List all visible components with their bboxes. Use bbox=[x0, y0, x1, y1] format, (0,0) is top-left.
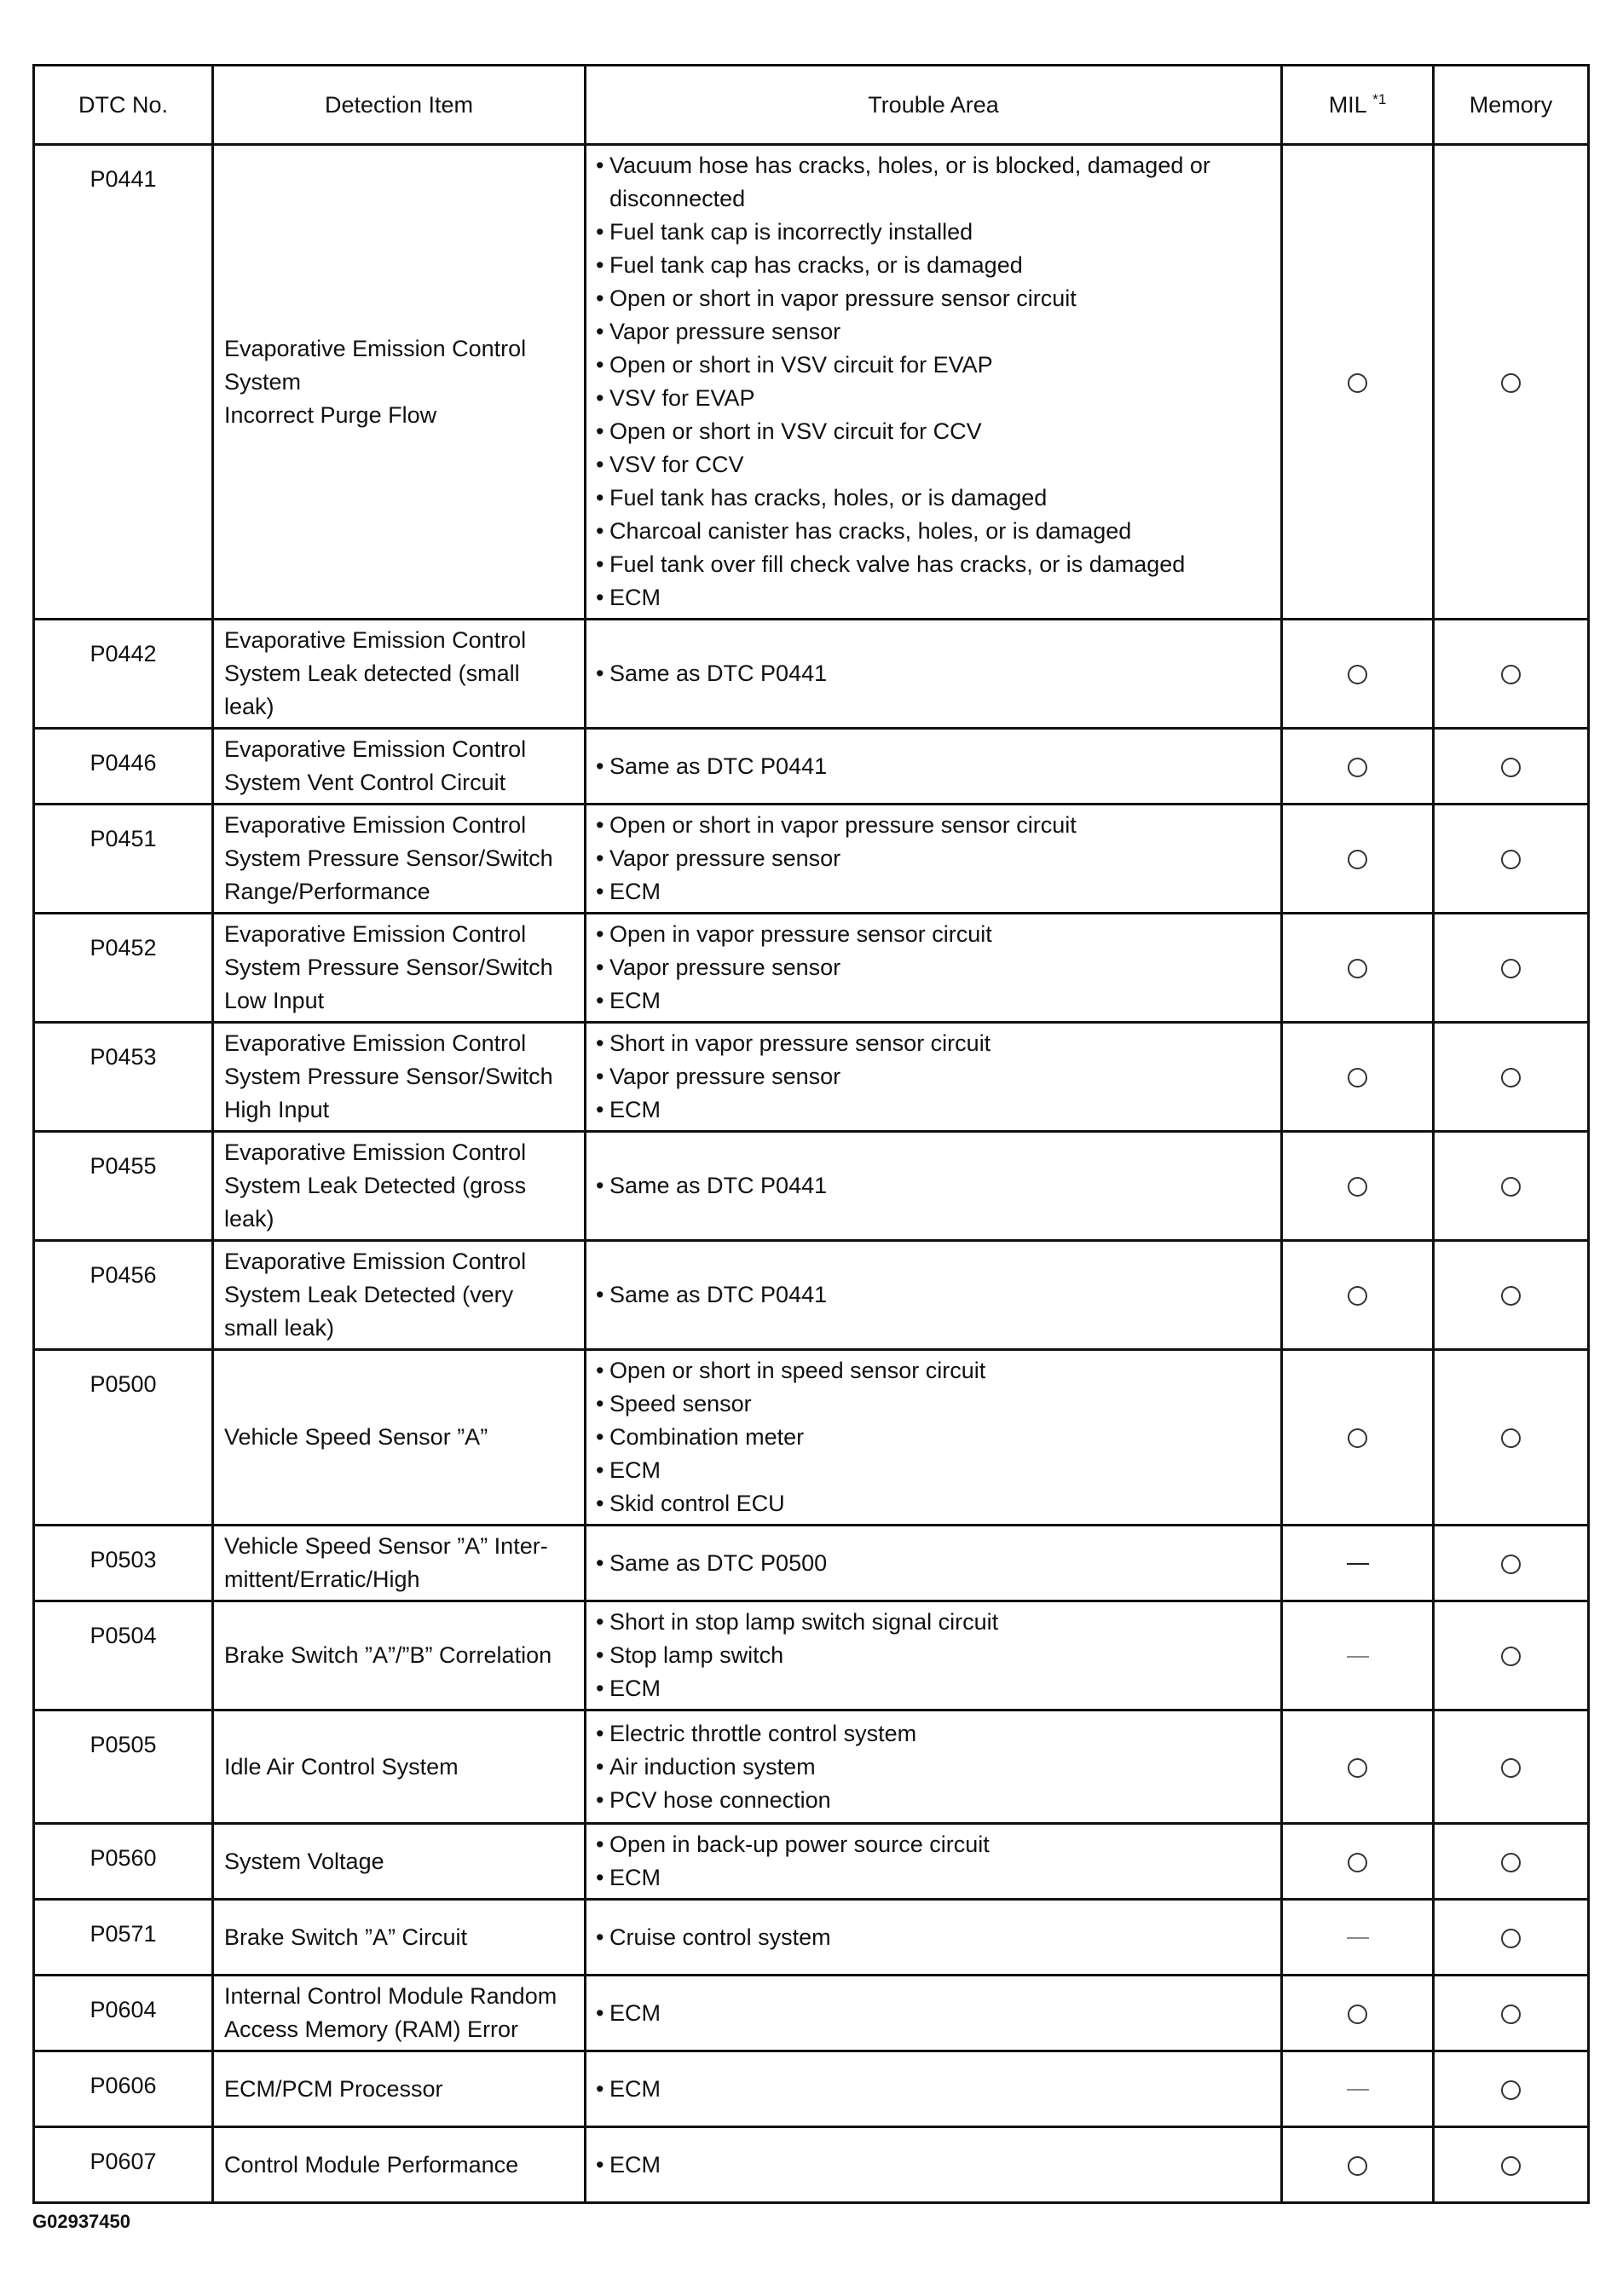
figure-id: G02937450 bbox=[32, 2211, 130, 2232]
trouble-area-item: • Open or short in vapor pressure sensor circuit bbox=[595, 809, 1270, 842]
trouble-area-item: • Vapor pressure sensor bbox=[595, 315, 1270, 349]
header-mil-footnote: *1 bbox=[1372, 90, 1387, 107]
trouble-area-item: • Fuel tank cap is incorrectly installed bbox=[595, 216, 1270, 249]
trouble-area-list bbox=[595, 149, 1270, 614]
detection-item-line: Low Input bbox=[224, 988, 325, 1013]
trouble-area-list bbox=[595, 918, 1270, 1018]
dtc-code: P0504 bbox=[34, 1601, 213, 1710]
mil-dash-icon bbox=[1347, 2089, 1369, 2091]
trouble-area-list bbox=[595, 1547, 1270, 1580]
dtc-code: P0606 bbox=[34, 2051, 213, 2127]
trouble-area-item: • Electric throttle control system bbox=[595, 1717, 1270, 1751]
table-row bbox=[34, 805, 1589, 914]
trouble-area-item: • Cruise control system bbox=[595, 1921, 1270, 1954]
trouble-area-item: • Speed sensor bbox=[595, 1387, 1270, 1421]
trouble-area-item: • ECM bbox=[595, 2149, 1270, 2182]
trouble-area-item: • Combination meter bbox=[595, 1421, 1270, 1454]
memory-circle-icon bbox=[1501, 1929, 1521, 1948]
dtc-code: P0607 bbox=[34, 2127, 213, 2203]
mil-circle-icon bbox=[1348, 1177, 1367, 1197]
trouble-area-item: • Air induction system bbox=[595, 1751, 1270, 1784]
trouble-area-item: • Vapor pressure sensor bbox=[595, 951, 1270, 984]
detection-item bbox=[213, 1601, 586, 1710]
dtc-code: P0505 bbox=[34, 1710, 213, 1824]
trouble-area-item: • Vacuum hose has cracks, holes, or is blocked, damaged or disconnected bbox=[595, 149, 1270, 216]
trouble-area-list bbox=[595, 1921, 1270, 1954]
detection-item bbox=[213, 2127, 586, 2203]
memory-circle-icon bbox=[1501, 2080, 1521, 2100]
trouble-area bbox=[586, 805, 1282, 914]
trouble-area-item: • Vapor pressure sensor bbox=[595, 842, 1270, 875]
memory-cell bbox=[1434, 914, 1589, 1023]
memory-cell bbox=[1434, 1900, 1589, 1976]
memory-circle-icon bbox=[1501, 1853, 1521, 1872]
dtc-table bbox=[32, 64, 1590, 2204]
trouble-area-list bbox=[595, 1278, 1270, 1312]
detection-item-line: System bbox=[224, 368, 302, 395]
memory-cell bbox=[1434, 729, 1589, 805]
mil-circle-icon bbox=[1348, 1428, 1367, 1448]
memory-cell bbox=[1434, 1241, 1589, 1350]
trouble-area bbox=[586, 914, 1282, 1023]
mil-circle-icon bbox=[1348, 2005, 1367, 2024]
trouble-area-list bbox=[595, 1354, 1270, 1520]
detection-item bbox=[213, 729, 586, 805]
detection-item bbox=[213, 1900, 586, 1976]
trouble-area-item: • Fuel tank cap has cracks, or is damaged bbox=[595, 249, 1270, 282]
header-dtc-no: DTC No. bbox=[34, 66, 213, 145]
trouble-area-item: • ECM bbox=[595, 1861, 1270, 1895]
detection-item-line: System Leak Detected (gross bbox=[224, 1173, 527, 1198]
detection-item bbox=[213, 1132, 586, 1241]
memory-cell bbox=[1434, 2127, 1589, 2203]
trouble-area-item: • VSV for EVAP bbox=[595, 382, 1270, 415]
mil-circle-icon bbox=[1348, 850, 1367, 869]
trouble-area-item: • Open or short in speed sensor circuit bbox=[595, 1354, 1270, 1387]
detection-item bbox=[213, 1241, 586, 1350]
trouble-area bbox=[586, 1526, 1282, 1601]
detection-item bbox=[213, 1976, 586, 2051]
detection-item-line: Evaporative Emission Control bbox=[224, 627, 527, 653]
table-row bbox=[34, 1824, 1589, 1900]
trouble-area-item: • Same as DTC P0441 bbox=[595, 657, 1270, 690]
memory-cell bbox=[1434, 1132, 1589, 1241]
table-row bbox=[34, 1601, 1589, 1710]
detection-item-line: Evaporative Emission Control bbox=[224, 812, 527, 838]
header-detection-item: Detection Item bbox=[213, 66, 586, 145]
table-row bbox=[34, 1976, 1589, 2051]
detection-item-line: Internal Control Module Random bbox=[224, 1983, 557, 2009]
dtc-code: P0442 bbox=[34, 620, 213, 729]
dtc-code: P0455 bbox=[34, 1132, 213, 1241]
trouble-area-item: • Fuel tank over fill check valve has cracks, or is damaged bbox=[595, 548, 1270, 581]
trouble-area bbox=[586, 1824, 1282, 1900]
memory-circle-icon bbox=[1501, 1068, 1521, 1087]
detection-item-line: System Pressure Sensor/Switch bbox=[224, 1064, 553, 1089]
detection-item bbox=[213, 1350, 586, 1526]
trouble-area-item: • ECM bbox=[595, 1454, 1270, 1487]
trouble-area-item: • ECM bbox=[595, 1672, 1270, 1705]
mil-circle-icon bbox=[1348, 665, 1367, 684]
memory-cell bbox=[1434, 1824, 1589, 1900]
trouble-area-item: • ECM bbox=[595, 1093, 1270, 1127]
detection-item-line: Vehicle Speed Sensor ”A” Inter- bbox=[224, 1533, 548, 1559]
trouble-area bbox=[586, 2051, 1282, 2127]
dtc-code: P0453 bbox=[34, 1023, 213, 1132]
detection-item bbox=[213, 1023, 586, 1132]
memory-circle-icon bbox=[1501, 1286, 1521, 1306]
mil-circle-icon bbox=[1348, 373, 1367, 393]
mil-cell bbox=[1282, 1900, 1434, 1976]
trouble-area bbox=[586, 1710, 1282, 1824]
trouble-area-item: • Short in stop lamp switch signal circuit bbox=[595, 1606, 1270, 1639]
detection-item-line: Incorrect Purge Flow bbox=[224, 401, 437, 428]
memory-cell bbox=[1434, 1023, 1589, 1132]
header-trouble-area: Trouble Area bbox=[586, 66, 1282, 145]
memory-circle-icon bbox=[1501, 665, 1521, 684]
trouble-area-item: • ECM bbox=[595, 581, 1270, 614]
detection-item bbox=[213, 620, 586, 729]
trouble-area-item: • Same as DTC P0441 bbox=[595, 1169, 1270, 1203]
table-row bbox=[34, 2127, 1589, 2203]
memory-circle-icon bbox=[1501, 2005, 1521, 2024]
detection-item-line: Brake Switch ”A” Circuit bbox=[224, 1924, 468, 1950]
detection-item-line: ECM/PCM Processor bbox=[224, 2075, 443, 2102]
detection-item-line: Vehicle Speed Sensor ”A” bbox=[224, 1424, 488, 1450]
mil-dash-icon bbox=[1347, 1656, 1369, 1658]
detection-item bbox=[213, 1526, 586, 1601]
trouble-area-item: • ECM bbox=[595, 984, 1270, 1018]
memory-circle-icon bbox=[1501, 758, 1521, 777]
trouble-area bbox=[586, 145, 1282, 620]
memory-cell bbox=[1434, 1601, 1589, 1710]
trouble-area-item: • ECM bbox=[595, 1997, 1270, 2030]
dtc-code: P0456 bbox=[34, 1241, 213, 1350]
mil-circle-icon bbox=[1348, 2156, 1367, 2176]
detection-item-line: Evaporative Emission Control bbox=[224, 1030, 527, 1056]
detection-item bbox=[213, 145, 586, 620]
trouble-area-list bbox=[595, 1717, 1270, 1817]
detection-item-line: System Leak Detected (very bbox=[224, 1282, 514, 1307]
trouble-area bbox=[586, 1900, 1282, 1976]
trouble-area-item: • Same as DTC P0441 bbox=[595, 750, 1270, 783]
mil-cell bbox=[1282, 1601, 1434, 1710]
detection-item-line: Evaporative Emission Control bbox=[224, 335, 527, 361]
detection-item-line: mittent/Erratic/High bbox=[224, 1566, 420, 1592]
trouble-area-item: • Fuel tank has cracks, holes, or is damaged bbox=[595, 482, 1270, 515]
mil-cell bbox=[1282, 729, 1434, 805]
detection-item-line: Evaporative Emission Control bbox=[224, 1139, 527, 1165]
memory-cell bbox=[1434, 1526, 1589, 1601]
trouble-area-item: • Open or short in VSV circuit for EVAP bbox=[595, 349, 1270, 382]
trouble-area-item: • Same as DTC P0500 bbox=[595, 1547, 1270, 1580]
trouble-area-list bbox=[595, 2149, 1270, 2182]
trouble-area-list bbox=[595, 750, 1270, 783]
detection-item bbox=[213, 1824, 586, 1900]
mil-cell bbox=[1282, 1132, 1434, 1241]
trouble-area-list bbox=[595, 657, 1270, 690]
memory-circle-icon bbox=[1501, 2156, 1521, 2176]
trouble-area-item: • VSV for CCV bbox=[595, 448, 1270, 482]
header-mil-label: MIL bbox=[1328, 91, 1366, 118]
trouble-area-list bbox=[595, 1828, 1270, 1895]
mil-circle-icon bbox=[1348, 1758, 1367, 1778]
header-memory: Memory bbox=[1434, 66, 1589, 145]
memory-cell bbox=[1434, 1976, 1589, 2051]
trouble-area bbox=[586, 1976, 1282, 2051]
table-row bbox=[34, 620, 1589, 729]
table-row bbox=[34, 1710, 1589, 1824]
memory-circle-icon bbox=[1501, 850, 1521, 869]
trouble-area bbox=[586, 620, 1282, 729]
detection-item-line: Brake Switch ”A”/”B” Correlation bbox=[224, 1642, 552, 1668]
mil-dash-icon bbox=[1347, 1937, 1369, 1939]
mil-circle-icon bbox=[1348, 758, 1367, 777]
mil-cell bbox=[1282, 2051, 1434, 2127]
table-row bbox=[34, 145, 1589, 620]
mil-cell bbox=[1282, 805, 1434, 914]
memory-cell bbox=[1434, 2051, 1589, 2127]
table-row bbox=[34, 1900, 1589, 1976]
dtc-code: P0500 bbox=[34, 1350, 213, 1526]
memory-cell bbox=[1434, 620, 1589, 729]
trouble-area-item: • Skid control ECU bbox=[595, 1487, 1270, 1520]
detection-item-line: Evaporative Emission Control bbox=[224, 921, 527, 947]
trouble-area-item: • Open or short in vapor pressure sensor circuit bbox=[595, 282, 1270, 315]
table-row bbox=[34, 729, 1589, 805]
memory-circle-icon bbox=[1501, 1555, 1521, 1574]
mil-cell bbox=[1282, 145, 1434, 620]
mil-cell bbox=[1282, 1241, 1434, 1350]
memory-circle-icon bbox=[1501, 959, 1521, 978]
detection-item-line: System Pressure Sensor/Switch bbox=[224, 955, 553, 980]
memory-cell bbox=[1434, 805, 1589, 914]
detection-item-line: leak) bbox=[224, 694, 274, 719]
detection-item-line: leak) bbox=[224, 1206, 274, 1232]
detection-item-line: System Leak detected (small bbox=[224, 661, 520, 686]
mil-dash-icon bbox=[1347, 1563, 1369, 1565]
trouble-area-item: • Charcoal canister has cracks, holes, or is damaged bbox=[595, 515, 1270, 548]
dtc-code: P0446 bbox=[34, 729, 213, 805]
trouble-area-list bbox=[595, 1606, 1270, 1705]
mil-cell bbox=[1282, 1023, 1434, 1132]
trouble-area-list bbox=[595, 1997, 1270, 2030]
dtc-code: P0503 bbox=[34, 1526, 213, 1601]
detection-item-line: System Pressure Sensor/Switch bbox=[224, 845, 553, 871]
table-row bbox=[34, 1526, 1589, 1601]
dtc-code: P0560 bbox=[34, 1824, 213, 1900]
header-row bbox=[34, 66, 1589, 145]
memory-circle-icon bbox=[1501, 1647, 1521, 1666]
mil-circle-icon bbox=[1348, 959, 1367, 978]
trouble-area bbox=[586, 1350, 1282, 1526]
detection-item-line: Access Memory (RAM) Error bbox=[224, 2016, 519, 2042]
trouble-area-item: • Open in vapor pressure sensor circuit bbox=[595, 918, 1270, 951]
mil-circle-icon bbox=[1348, 1853, 1367, 1872]
detection-item-line: small leak) bbox=[224, 1315, 335, 1341]
trouble-area-list bbox=[595, 1169, 1270, 1203]
memory-circle-icon bbox=[1501, 373, 1521, 393]
table-row bbox=[34, 914, 1589, 1023]
trouble-area-item: • Same as DTC P0441 bbox=[595, 1278, 1270, 1312]
trouble-area-item: • Short in vapor pressure sensor circuit bbox=[595, 1027, 1270, 1060]
trouble-area-item: • Open in back-up power source circuit bbox=[595, 1828, 1270, 1861]
mil-circle-icon bbox=[1348, 1286, 1367, 1306]
mil-cell bbox=[1282, 914, 1434, 1023]
mil-cell bbox=[1282, 1976, 1434, 2051]
trouble-area-list bbox=[595, 809, 1270, 909]
table-header bbox=[34, 66, 1589, 145]
table-row bbox=[34, 1241, 1589, 1350]
trouble-area bbox=[586, 1023, 1282, 1132]
detection-item-line: System Vent Control Circuit bbox=[224, 770, 506, 795]
mil-cell bbox=[1282, 1824, 1434, 1900]
mil-cell bbox=[1282, 620, 1434, 729]
memory-cell bbox=[1434, 1350, 1589, 1526]
detection-item bbox=[213, 914, 586, 1023]
memory-cell bbox=[1434, 145, 1589, 620]
trouble-area-list bbox=[595, 2073, 1270, 2106]
table-row bbox=[34, 2051, 1589, 2127]
detection-item-line: Idle Air Control System bbox=[224, 1753, 459, 1780]
dtc-code: P0604 bbox=[34, 1976, 213, 2051]
memory-circle-icon bbox=[1501, 1758, 1521, 1778]
trouble-area bbox=[586, 729, 1282, 805]
memory-circle-icon bbox=[1501, 1428, 1521, 1448]
trouble-area-item: • ECM bbox=[595, 875, 1270, 909]
mil-cell bbox=[1282, 1710, 1434, 1824]
header-mil bbox=[1282, 66, 1434, 145]
detection-item-line: Evaporative Emission Control bbox=[224, 736, 527, 762]
detection-item bbox=[213, 2051, 586, 2127]
dtc-code: P0452 bbox=[34, 914, 213, 1023]
detection-item-line: Range/Performance bbox=[224, 879, 430, 904]
trouble-area-item: • ECM bbox=[595, 2073, 1270, 2106]
trouble-area-item: • PCV hose connection bbox=[595, 1784, 1270, 1817]
trouble-area-item: • Vapor pressure sensor bbox=[595, 1060, 1270, 1093]
mil-cell bbox=[1282, 2127, 1434, 2203]
mil-circle-icon bbox=[1348, 1068, 1367, 1087]
memory-circle-icon bbox=[1501, 1177, 1521, 1197]
detection-item-line: Control Module Performance bbox=[224, 2151, 519, 2178]
detection-item-line: System Voltage bbox=[224, 1848, 384, 1874]
trouble-area-item: • Stop lamp switch bbox=[595, 1639, 1270, 1672]
mil-cell bbox=[1282, 1526, 1434, 1601]
detection-item-line: Evaporative Emission Control bbox=[224, 1249, 527, 1274]
mil-cell bbox=[1282, 1350, 1434, 1526]
detection-item-line: High Input bbox=[224, 1097, 330, 1122]
trouble-area bbox=[586, 1601, 1282, 1710]
table-row bbox=[34, 1132, 1589, 1241]
trouble-area-list bbox=[595, 1027, 1270, 1127]
detection-item bbox=[213, 1710, 586, 1824]
memory-cell bbox=[1434, 1710, 1589, 1824]
table-row bbox=[34, 1023, 1589, 1132]
dtc-code: P0571 bbox=[34, 1900, 213, 1976]
trouble-area bbox=[586, 1132, 1282, 1241]
detection-item bbox=[213, 805, 586, 914]
table-body bbox=[34, 145, 1589, 2203]
dtc-code: P0451 bbox=[34, 805, 213, 914]
trouble-area bbox=[586, 1241, 1282, 1350]
trouble-area-item: • Open or short in VSV circuit for CCV bbox=[595, 415, 1270, 448]
table-row bbox=[34, 1350, 1589, 1526]
trouble-area bbox=[586, 2127, 1282, 2203]
dtc-code: P0441 bbox=[34, 145, 213, 620]
